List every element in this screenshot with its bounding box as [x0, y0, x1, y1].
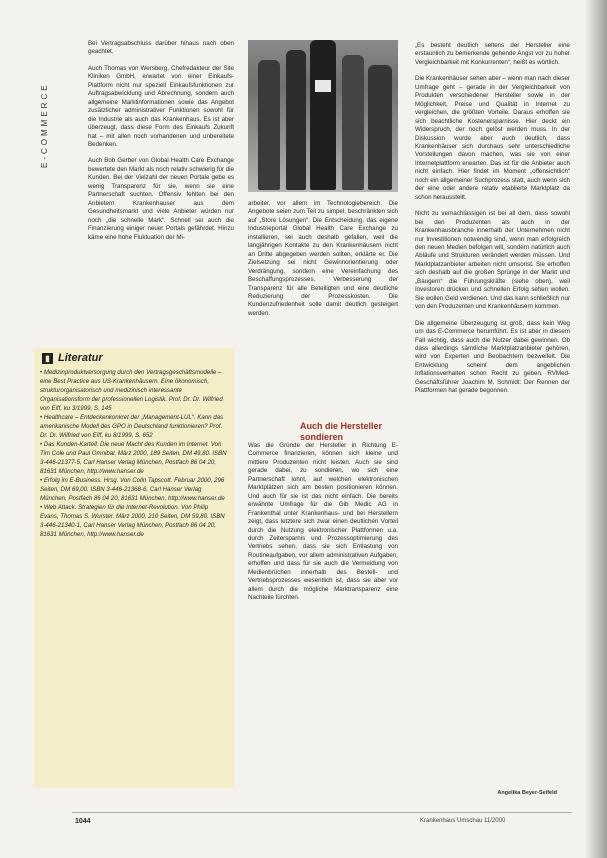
literature-item: • Erfolg im E-Business. Hrsg. Von Colin Tapscott. Februar 2000, 296 Seiten, DM 69,00. ISBN 3-446-21368-6, Carl Hanser Verlag München, Postfach 86 04 20, 81631 München, http://www.hanser.de	[40, 477, 225, 502]
runner-figure	[286, 50, 306, 190]
literature-item: • Healthcare – Entdeckenkonkret der „Management-LUL“. Kann das amerikanische Modell des GPO in Deutschland funktionieren? Prof. Dr. Dr. Wilfried von Eiff, ku 8/1999, S. 652	[40, 414, 224, 439]
paragraph: Was die Gründe der Hersteller in Richtung E-Commerce finanzieren, können sich kleine und mittlere Produzenten nicht leisten. Auch sie sind gerade dabei, zu sondieren, wo sich eine Partnerschaft lohnt, auf welchen elektronischen Marktplätzen sich am besten positionieren können. Und auch für sie ist das nicht einfach. Die bereits erwähnte Umfrage für die Gib Medic AG in Frankenthal unter Krankenhaus- und bei Herstellern zeigt, dass letztere sich zwar einen deutlichen Vorteil durch die Nutzung elektronischer Plattformen u.a. durch Zeitersparnis und Prozessoptimierung des Vertriebs sehen, dass sie sich Entlastung von Routineaufgaben, vor allem administrativen Aufgaben, erhoffen und dass für sie auch die Vermeidung von Medienbrüchen innerhalb des Bestell- und Vertriebsprozesses wesentlich ist, dass sie aber vor allem durch die mögliche Marktransparenz eine Nachteile fürchten.	[248, 442, 398, 602]
column-1	[88, 40, 234, 338]
magazine-name: Krankenhaus Umschau 11/2000	[420, 818, 506, 824]
column-2b	[248, 442, 398, 822]
footer-divider	[72, 812, 572, 813]
paragraph: Auch Thomas von Wersberg, Chefredakteur der Site Kliniken GmbH, erwartet von einer Einkaufs-Plattform nicht nur speziell Einkaufsfunktionen zur Auftragsabwicklung und Abrechnung, sondern auch allgemeine Marktinformationen sowie das Angebot zusätzlicher administrativer Funktionen sowohl für die Industrie als auch das Krankenhaus. Es ist aber überzeugt, dass diese Form des Einkaufs Zukunft hat – mit allen noch vorhandenen und unbereitete Bedenken.	[88, 64, 234, 148]
paragraph: Die allgemeine Überzeugung ist groß, dass kein Weg um das E-Commerce herumführt. Es ist aber in diesem Fall wichtig, dass auch die Nutzer dabei gewinnen. Ob dass allerdings sämtliche Marktplatzanbieter gehören, wird von Experten und Beobachtern bezweifelt. Die Entwicklung scheint dem angeblichen Inflationsverhalten schon Recht zu geben. RVMed-Geschäftsführer Joachim M. Schmidt: Der Rennen der Plattformen hat gerade begonnen.	[415, 319, 570, 395]
runner-figure	[342, 55, 364, 190]
page-number: 1044	[75, 818, 91, 825]
author-signature: Angelika Beyer-Seifeld	[497, 790, 557, 796]
literature-item: • Das Kunden-Kartell: Die neue Macht des Kunden im Internet. Von Tim Cole und Paul Omnibal. März 2000, 189 Seiten, DM 49,80. ISBN 3-446-21377-5, Carl Hanser Verlag München, Postfach 86 04 20, 81631 München, http://www.hanser.de	[40, 441, 227, 475]
marathon-runners-photo	[248, 40, 398, 192]
page-fold-shadow	[585, 0, 607, 858]
paragraph: Bei Vertragsabschluss darüber hinaus nach oben geachtet.	[88, 40, 234, 56]
runner-figure	[258, 60, 280, 190]
column-2	[248, 200, 398, 420]
runner-figure	[310, 40, 336, 190]
literature-item: • Medizinproduktversorgung durch den Vertragsgeschäftsmodelle – eine Best Practice aus US-Krankenhäusern. Eine ökonomisch, strukturorganisatorisch und medizinisch interessante Organisationsform der professionellen Logistik. Prof. Dr. Dr. Wilfried von Eiff, ku 3/1999, S. 145	[40, 369, 223, 412]
paragraph: Nicht zu vernachlässigen ist bei all dem, dass sowohl bei den Produzenten als auch in der Krankenhausbranche innerhalb der Unternehmen nicht nur Investitionen notwendig sind, wenn man erfolgreich den neuen Medien befolgen will, sondern natürlich auch Abläufe und Strukturen verändert werden müssen. Und Marktplatzanbieter arbeiten nicht umsonst. Sie erhoffen sich deshalb auf die großen Sprünge in der Markt und „Baugern“ die Führungskräfte (siehe oben), weil Investoren drücken und schnellen Erfolg sehen wollen. Sie wollen Geld verdienen. Und das kann schließlich nur von den Produzenten und Krankenhäusern kommen.	[415, 210, 570, 311]
column-3	[415, 42, 570, 812]
literature-title: Literatur	[58, 352, 103, 364]
paragraph: arbeiter, vor allem im Technologiebereich. Die Angebote seien zum Teil zu simpel, beschränkten sich auf „Store Lösungen“. Die Entscheidung, das eigene Industrieportal Global Health Care Exchange zu installieren, sei auch deshalb gefallen, weil die langjährigen Kontakte zu den Krankenhäusern nicht an Dritte abgegeben werden sollten, erklärte er. Die Zielsetzung sei nicht Gewinnorientierung oder Verdrängung, sondern eine Vereinfachung des Beschaffungsprozesses. Verbesserung der Transparenz für alle Beteiligten und eine deutliche Reduzierung der Prozesskosten. Die Kundenzufriedenheit solle damit deutlich gesteigert werden.	[248, 200, 398, 317]
section-heading: Auch die Hersteller sondieren	[300, 421, 383, 442]
paragraph: Auch Bob Gerber von Global Health Care Exchange bewertete den Markt als noch relativ schwierig für die Kunden. Bei der Vielzahl der neuen Portale gebe es wenig Transparenz für sie, wenn sie eine Partnerschaft suchten. Offensiv fehlten bei den Anbietern Krankenhauser aus dem Gesundheitsmarkt und viele Anbieter würden nur noch „die schnelle Mark“. Schnell sei auch die Finanzierung einiger neuer Portals gefährdet. Hinzu käme eine hohe Fluktuation der Mi-	[88, 157, 234, 241]
literature-list	[40, 368, 228, 539]
paragraph: Die Krankenhäuser sehen aber – wenn man nach dieser Umfrage geht – gerade in der Vergleichbarkeit von Produkten verschiedener Hersteller sowie in der Möglichkeit, Preise und Qualität in Internet zu vergleichen, die größten Vorteile. Daraus erhoffen sie sich beachtliche Kostenersparnisse. Hier deckt ein Widerspruch, der noch gelöst werden muss. In der Diskussion wurde aber auch deutlich, dass Krankenhäuser sich durchaus sehr unterschiedliche Vorstellungen davon machen, was sie von einer Internetplattform erwarten. Das ist für die Anbieter auch nicht einfach. Hier findet im Moment „offensichtlich“ noch ein allgemeiner Suchprozess statt, auch wenn sich der eine oder andere relativ etablierte Marktplatz da schon herausstellt.	[415, 75, 570, 201]
book-icon: ▮	[42, 353, 53, 364]
paragraph: „Es besteht deutlich seltens der Hersteller eine erstaunlich zu bemerkende gehende Angst vor zu hoher Vergleichbarkeit mit Konkurrenten“, heißt es wörtlich.	[415, 42, 570, 66]
runner-bib	[315, 80, 331, 92]
section-label: E-COMMERCE	[40, 82, 49, 168]
runner-figure	[368, 65, 392, 190]
literature-item: • Web Attack. Strategien für die Internet-Revolution. Von Philip Evans, Thomas S. Wurster. März 2000, 210 Seiten, DM 59,80. ISBN 3-446-21340-1, Carl Hanser Verlag München, Postfach 86 04 20, 81631 München, http://www.hanser.de	[40, 504, 225, 538]
